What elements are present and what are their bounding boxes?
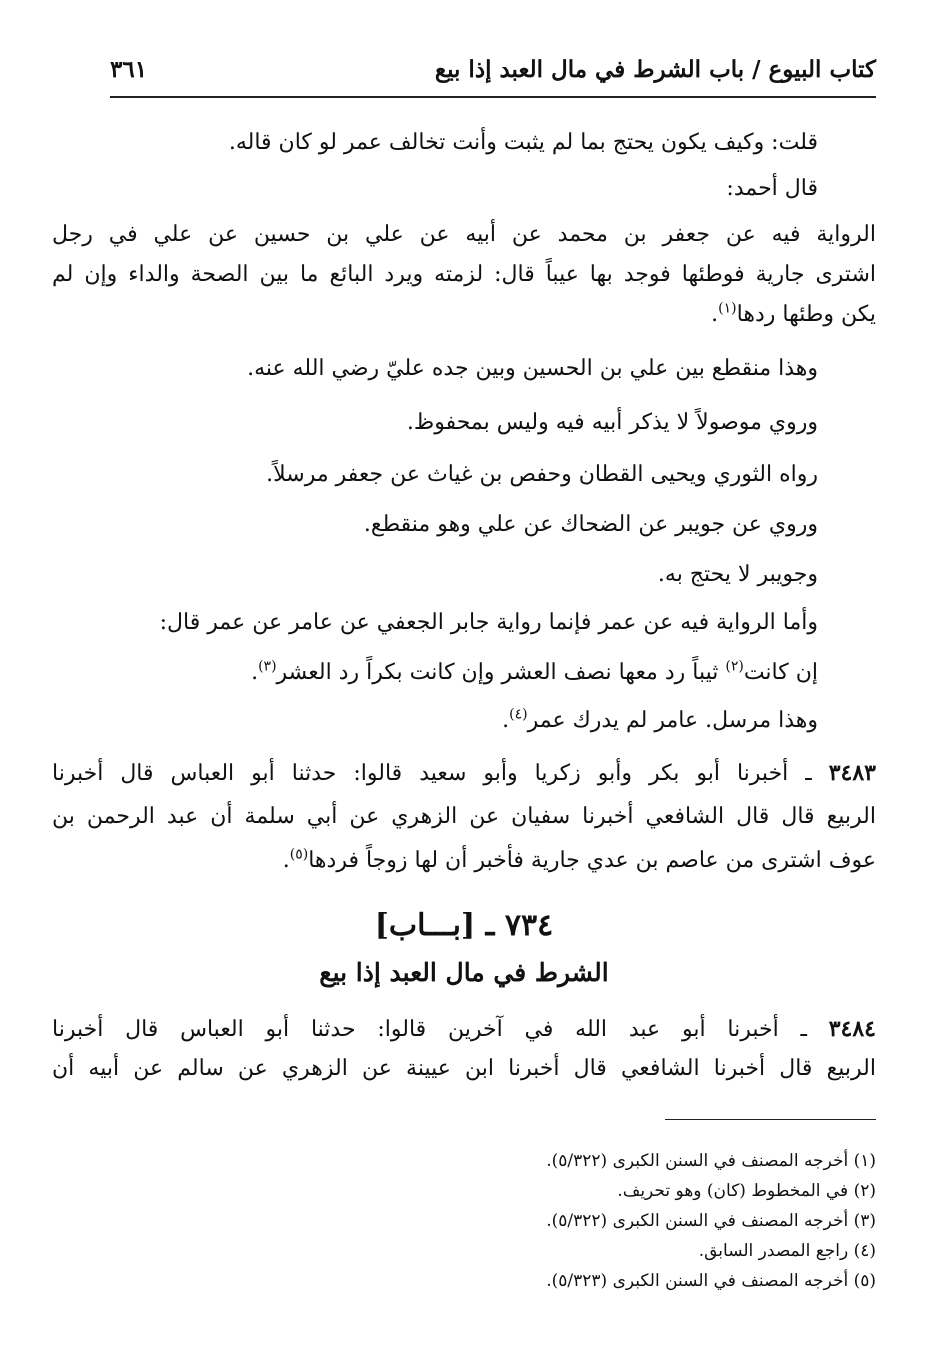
paragraph-line (502, 704, 818, 738)
footnote: (٥) أخرجه المصنف في السنن الكبرى (٥/٣٢٣). (546, 1271, 876, 1291)
text: ثيباً رد معها نصف العشر وإن كانت بكراً رد العشر (276, 660, 726, 685)
hadith-3483-line (52, 756, 876, 791)
paragraph-line (283, 844, 876, 878)
text: إن كانت (743, 660, 818, 685)
footnote: (٤) راجع المصدر السابق. (698, 1241, 876, 1261)
paragraph-line: الرواية فيه عن جعفر بن محمد عن أبيه عن علي بن حسين عن علي في رجل (52, 222, 877, 247)
paragraph-line (711, 298, 876, 332)
paragraph-line: قلت: وكيف يكون يحتج بما لم يثبت وأنت تخالف عمر لو كان قاله. (228, 130, 818, 155)
header-divider (110, 96, 876, 98)
page-number: ٣٦١ (110, 56, 148, 83)
paragraph-line: اشترى جارية فوطئها فوجد بها عيباً قال: لزمته ويرد البائع ما بين الصحة والداء وإن لم (52, 262, 876, 287)
chapter-subtitle: الشرط في مال العبد إذا بيع (319, 958, 609, 987)
paragraph-line: وأما الرواية فيه عن عمر فإنما رواية جابر الجعفي عن عامر عن عمر قال: (159, 610, 818, 635)
text: ـ أخبرنا أبو عبد الله في آخرين قالوا: حدثنا أبو العباس قال أخبرنا (52, 1017, 829, 1042)
text: . (502, 708, 510, 733)
hadith-3484-line (52, 1012, 876, 1047)
paragraph-line: رواه الثوري ويحيى القطان وحفص بن غياث عن جعفر مرسلاً. (266, 462, 818, 487)
footnote: (٣) أخرجه المصنف في السنن الكبرى (٥/٣٢٢). (546, 1211, 876, 1231)
footnote: (٢) في المخطوط (كان) وهو تحريف. (617, 1181, 876, 1201)
page-header (110, 52, 876, 92)
paragraph-line: وهذا منقطع بين علي بن الحسين وبين جده عليّ رضي الله عنه. (247, 356, 818, 381)
text: ـ أخبرنا أبو بكر وأبو زكريا وأبو سعيد قالوا: حدثنا أبو العباس قال أخبرنا (52, 761, 829, 786)
paragraph-line: وجويبر لا يحتج به. (657, 562, 818, 587)
footnote-ref: (٥) (289, 846, 309, 863)
paragraph-line: الربيع قال أخبرنا الشافعي قال أخبرنا ابن عيينة عن الزهري عن سالم عن أبيه أن (52, 1056, 876, 1081)
text: يكن وطئها ردها (736, 302, 876, 327)
paragraph-line: قال أحمد: (726, 176, 818, 201)
hadith-number: ٣٤٨٣ (828, 760, 876, 786)
paragraph-line: وروي موصولاً لا يذكر أبيه فيه وليس بمحفوظ. (406, 410, 818, 435)
text: وهذا مرسل. عامر لم يدرك عمر (527, 708, 818, 733)
paragraph-line: الربيع قال قال الشافعي أخبرنا سفيان عن الزهري عن أبي سلمة أن عبد الرحمن بن (52, 804, 876, 829)
footnote-ref: (٢) (725, 658, 744, 675)
footnote-ref: (١) (718, 300, 737, 317)
paragraph-line (251, 656, 818, 690)
footnote-ref: (٣) (258, 658, 277, 675)
paragraph-line: وروي عن جويبر عن الضحاك عن علي وهو منقطع. (363, 512, 818, 537)
text: عوف اشترى من عاصم بن عدي جارية فأخبر أن لها زوجاً فردها (308, 848, 876, 873)
text: . (711, 302, 719, 327)
footnote-ref: (٤) (509, 706, 528, 723)
footnote: (١) أخرجه المصنف في السنن الكبرى (٥/٣٢٢). (546, 1151, 876, 1171)
running-title: كتاب البيوع / باب الشرط في مال العبد إذا بيع (434, 56, 876, 83)
footnote-divider (665, 1119, 876, 1120)
chapter-title: ٧٣٤ ـ [بـــاب] (374, 908, 554, 943)
text: . (282, 848, 290, 873)
text: . (251, 660, 259, 685)
hadith-number: ٣٤٨٤ (828, 1016, 876, 1042)
